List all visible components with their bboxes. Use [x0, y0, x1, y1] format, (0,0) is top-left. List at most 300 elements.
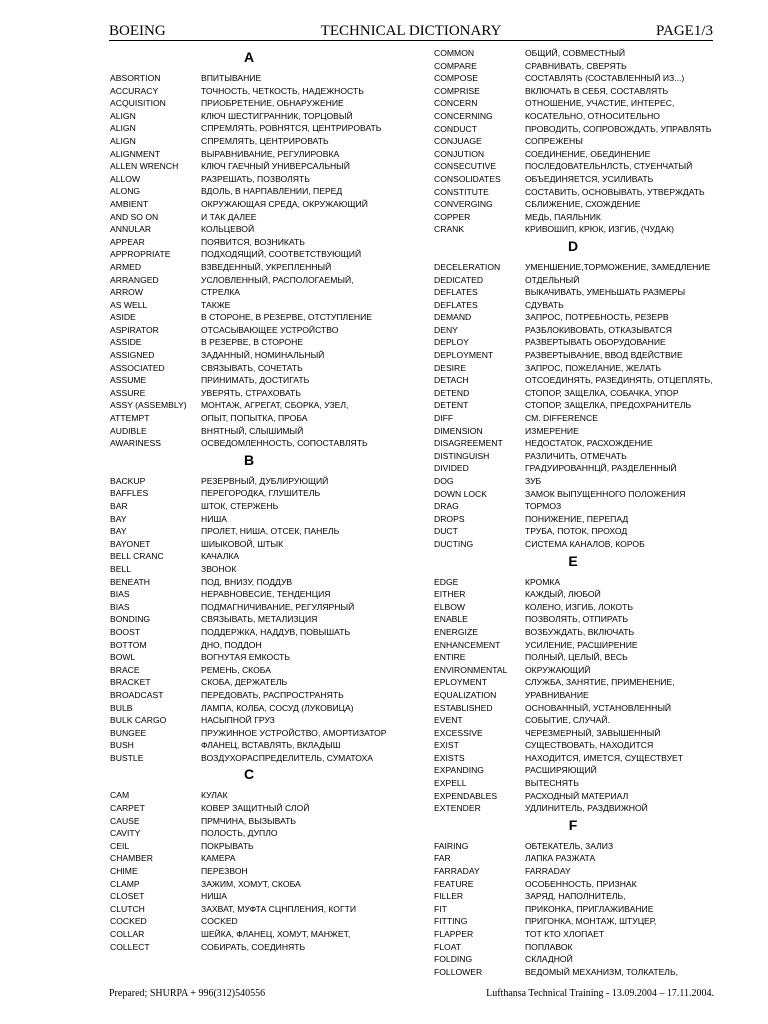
dictionary-entry — [434, 160, 734, 173]
entry-translation: ВЗВЕДЕННЫЙ, УКРЕПЛЕННЫЙ — [201, 261, 332, 272]
entry-translation: РАСШИРЯЮЩИЙ — [525, 765, 597, 776]
entry-term: CONCERNING — [434, 110, 493, 121]
dictionary-entry — [110, 475, 410, 488]
entry-translation: ВДОЛЬ, В НАРПАВЛЕНИИ, ПЕРЕД — [201, 186, 343, 197]
entry-term: EXPELL — [434, 778, 467, 789]
entry-translation: РАЗВЕРТЫВАТЬ ОБОРУДОВАНИЕ — [525, 337, 666, 348]
entry-translation: ПРИОБРЕТЕНИЕ, ОБНАРУЖЕНИЕ — [201, 98, 344, 109]
dictionary-entry — [110, 513, 410, 526]
section-letter: C — [243, 766, 255, 783]
entry-translation: СКЛАДНОЙ — [525, 954, 573, 965]
dictionary-entry — [110, 261, 410, 274]
dictionary-entry — [110, 286, 410, 299]
entry-term: AUDIBLE — [110, 425, 147, 436]
entry-translation: ЗВОНОК — [201, 563, 237, 574]
dictionary-column-left — [110, 47, 410, 953]
dictionary-entry — [434, 802, 734, 815]
entry-term: EXPENDABLES — [434, 790, 498, 801]
entry-translation: УДЛИНИТЕЛЬ, РАЗДВИЖНОЙ — [525, 803, 648, 814]
dictionary-entry — [434, 878, 734, 891]
entry-term: DEFLATES — [434, 287, 478, 298]
dictionary-entry — [434, 739, 734, 752]
entry-term: ALLOW — [110, 173, 141, 184]
entry-translation: ЗАПРОС, ПОТРЕБНОСТЬ, РЕЗЕРВ — [525, 312, 669, 323]
dictionary-entry — [434, 777, 734, 790]
entry-translation: ПРОЛЕТ, НИША, ОТСЕК, ПАНЕЛЬ — [201, 526, 340, 537]
entry-term: CHAMBER — [110, 853, 153, 864]
entry-translation: ПОЗВОЛЯТЬ, ОТПИРАТЬ — [525, 614, 628, 625]
entry-translation: ВЫТЕСНЯТЬ — [525, 778, 579, 789]
entry-term: ACQUISITION — [110, 98, 166, 109]
dictionary-entry — [110, 211, 410, 224]
entry-translation: КОВЕР ЗАЩИТНЫЙ СЛОЙ — [201, 803, 310, 814]
entry-translation: УВЕРЯТЬ, СТРАХОВАТЬ — [201, 387, 301, 398]
dictionary-entry — [110, 613, 410, 626]
entry-term: DETEND — [434, 387, 470, 398]
entry-term: ALIGN — [110, 110, 136, 121]
entry-translation: ОСОБЕННОСТЬ, ПРИЗНАК — [525, 878, 637, 889]
entry-term: ENABLE — [434, 614, 468, 625]
entry-term: BIAS — [110, 601, 130, 612]
entry-term: BOWL — [110, 652, 136, 663]
entry-translation: ОБЪЕДИНЯЕТСЯ, УСИЛИВАТЬ — [525, 173, 654, 184]
entry-term: BIAS — [110, 589, 130, 600]
dictionary-entry — [434, 601, 734, 614]
entry-translation: ЗАХВАТ, МУФТА СЦНПЛЕНИЯ, КОГТИ — [201, 903, 357, 914]
entry-translation: НАСЫПНОЙ ГРУЗ — [201, 715, 275, 726]
entry-term: FITTING — [434, 916, 468, 927]
entry-term: DOWN LOCK — [434, 488, 487, 499]
entry-term: FARRADAY — [434, 866, 480, 877]
entry-term: ASSURE — [110, 387, 146, 398]
entry-translation: УСИЛЕНИЕ, РАСШИРЕНИЕ — [525, 639, 638, 650]
footer-training-info: Lufthansa Technical Training - 13.09.2004 – 17.11.2004. — [486, 988, 714, 999]
entry-translation: РАЗРЕШАТЬ, ПОЗВОЛЯТЬ — [201, 173, 310, 184]
entry-term: CONCERN — [434, 98, 478, 109]
dictionary-entry — [434, 651, 734, 664]
entry-term: CONSOLIDATES — [434, 173, 501, 184]
dictionary-entry — [434, 513, 734, 526]
entry-translation: ОТСАСЫВАЮЩЕЕ УСТРОЙСТВО — [201, 324, 339, 335]
entry-translation: ЗУБ — [525, 476, 542, 486]
entry-term: FOLLOWER — [434, 966, 483, 977]
entry-translation: ВЕДОМЫЙ МЕХАНИЗМ, ТОЛКАТЕЛЬ, — [525, 966, 678, 977]
entry-translation: ОТДЕЛЬНЫЙ — [525, 274, 580, 285]
entry-term: DROPS — [434, 513, 465, 524]
dictionary-entry — [110, 160, 410, 173]
entry-translation: ЛАПКА РАЗЖАТА — [525, 853, 596, 864]
section-letter: A — [243, 49, 255, 65]
dictionary-entry — [110, 802, 410, 815]
entry-term: AWARINESS — [110, 438, 161, 449]
entry-translation: ОТНОШЕНИЕ, УЧАСТИЕ, ИНТЕРЕС, — [525, 98, 675, 109]
entry-term: BELL CRANC — [110, 551, 164, 562]
dictionary-entry — [110, 702, 410, 715]
section-letter: B — [243, 451, 255, 468]
entry-term: DIFF — [434, 413, 454, 424]
entry-translation: ПРМЧИНА, ВЫЗЫВАТЬ — [201, 815, 297, 826]
entry-term: ALIGN — [110, 123, 136, 134]
entry-translation: СОПРЕЖЕНЫ — [525, 136, 583, 147]
footer-prepared-by: Prepared; SHURPA + 996(312)540556 — [109, 988, 266, 999]
entry-translation: ТАКЖЕ — [201, 299, 231, 310]
entry-term: ARROW — [110, 287, 143, 298]
entry-term: ESTABLISHED — [434, 702, 493, 713]
entry-term: DUCTING — [434, 538, 474, 549]
page-footer — [109, 988, 714, 1002]
entry-term: ALIGNMENT — [110, 148, 161, 159]
header-brand: BOEING — [109, 23, 166, 39]
dictionary-entry — [434, 437, 734, 450]
entry-term: EITHER — [434, 589, 466, 600]
entry-translation: КАЧАЛКА — [201, 551, 240, 562]
dictionary-entry — [110, 198, 410, 211]
entry-term: CONJUTION — [434, 148, 485, 159]
dictionary-entry — [434, 286, 734, 299]
dictionary-entry — [434, 72, 734, 85]
entry-term: CRANK — [434, 224, 465, 235]
dictionary-entry — [110, 588, 410, 601]
entry-term: BOOST — [110, 626, 141, 637]
entry-translation: ЛАМПА, КОЛБА, СОСУД (ЛУКОВИЦА) — [201, 702, 354, 713]
entry-translation: ОКРУЖАЮЩИЙ — [525, 664, 591, 675]
entry-term: FEATURE — [434, 878, 474, 889]
entry-translation: ФЛАНЕЦ, ВСТАВЛЯТЬ, ВКЛАДЫШ — [201, 740, 341, 751]
entry-translation: ВОГНУТАЯ ЕМКОСТЬ — [201, 652, 291, 663]
dictionary-entry — [434, 702, 734, 715]
entry-translation: ПРИНИМАТЬ, ДОСТИГАТЬ — [201, 375, 310, 386]
entry-translation: НИША — [201, 891, 227, 902]
entry-translation: В РЕЗЕРВЕ, В СТОРОНЕ — [201, 337, 304, 348]
entry-translation: КАЖДЫЙ, ЛЮБОЙ — [525, 589, 601, 600]
entry-translation: ПОНИЖЕНИЕ, ПЕРЕПАД — [525, 513, 629, 524]
dictionary-entry — [434, 450, 734, 463]
entry-term: ELBOW — [434, 601, 466, 612]
entry-translation: СДУВАТЬ — [525, 299, 564, 310]
dictionary-entry — [110, 236, 410, 249]
dictionary-entry — [434, 790, 734, 803]
entry-translation: ПОЛНЫЙ, ЦЕЛЫЙ, ВЕСЬ — [525, 652, 628, 663]
entry-translation: ТРУБА, ПОТОК, ПРОХОД — [525, 526, 628, 537]
dictionary-entry — [110, 840, 410, 853]
dictionary-entry — [110, 651, 410, 664]
dictionary-entry — [110, 311, 410, 324]
dictionary-entry — [434, 110, 734, 123]
entry-translation: ШИЫКОВОЙ, ШТЫК — [201, 538, 284, 549]
entry-translation: СОСТАВИТЬ, ОСНОВЫВАТЬ, УТВЕРЖДАТЬ — [525, 186, 705, 197]
dictionary-entry — [434, 135, 734, 148]
page-header — [109, 22, 713, 41]
entry-term: EXIST — [434, 740, 459, 751]
dictionary-entry — [434, 349, 734, 362]
entry-translation: СУЩЕСТВОВАТЬ, НАХОДИТСЯ — [525, 740, 654, 751]
dictionary-entry — [434, 47, 734, 60]
dictionary-entry — [110, 336, 410, 349]
dictionary-entry — [110, 173, 410, 186]
dictionary-entry — [110, 223, 410, 236]
entry-translation: ЗАМОК ВЫПУЩЕННОГО ПОЛОЖЕНИЯ — [525, 488, 686, 499]
dictionary-column-right — [434, 47, 734, 978]
dictionary-entry — [110, 299, 410, 312]
dictionary-entry — [110, 72, 410, 85]
dictionary-entry — [110, 727, 410, 740]
entry-term: DISTINGUISH — [434, 450, 490, 461]
entry-term: DENY — [434, 324, 458, 335]
entry-term: DIMENSION — [434, 425, 483, 436]
entry-term: COMPOSE — [434, 73, 478, 84]
entry-translation: РАЗЛИЧИТЬ, ОТМЕЧАТЬ — [525, 450, 627, 461]
entry-term: BUSTLE — [110, 752, 144, 763]
entry-term: CHIME — [110, 866, 138, 877]
entry-translation: СТОПОР, ЗАЩЕЛКА, СОБАЧКА, УПОР — [525, 387, 679, 398]
entry-term: CAM — [110, 790, 130, 801]
entry-translation: СВЯЗЫВАТЬ, СОЧЕТАТЬ — [201, 362, 303, 373]
entry-term: FAIRING — [434, 840, 469, 851]
entry-translation: ВНЯТНЫЙ, СЛЫШИМЫЙ — [201, 425, 304, 436]
entry-term: EXISTS — [434, 752, 465, 763]
entry-translation: МЕДЬ, ПАЯЛЬНИК — [525, 211, 601, 222]
entry-translation: ШЕЙКА, ФЛАНЕЦ, ХОМУТ, МАНЖЕТ, — [201, 929, 351, 939]
dictionary-entry — [434, 85, 734, 98]
entry-translation: НИША — [201, 513, 227, 524]
entry-translation: КУЛАК — [201, 790, 228, 801]
entry-term: BAY — [110, 526, 127, 537]
dictionary-entry — [110, 525, 410, 538]
entry-translation: ЗАРЯД, НАПОЛНИТЕЛЬ, — [525, 891, 626, 902]
entry-term: DETENT — [434, 400, 469, 411]
entry-term: DIVIDED — [434, 463, 469, 474]
dictionary-entry — [110, 852, 410, 865]
entry-term: ATTEMPT — [110, 413, 150, 424]
entry-term: FLAPPER — [434, 929, 474, 939]
entry-translation: КЛЮЧ ШЕСТИГРАННИК, ТОРЦОВЫЙ — [201, 110, 353, 121]
entry-term: ASSUME — [110, 375, 147, 386]
dictionary-entry — [110, 941, 410, 954]
dictionary-entry — [110, 878, 410, 891]
entry-translation: СЛУЖБА, ЗАНЯТИЕ, ПРИМЕНЕНИЕ, — [525, 677, 675, 688]
entry-translation: ВОЗДУХОРАСПРЕДЕЛИТЕЛЬ, СУМАТОХА — [201, 752, 374, 763]
entry-term: BACKUP — [110, 475, 146, 486]
entry-term: BUSH — [110, 740, 134, 751]
entry-translation: НЕДОСТАТОК, РАСХОЖДЕНИЕ — [525, 438, 653, 449]
dictionary-entry — [110, 148, 410, 161]
dictionary-entry — [434, 689, 734, 702]
dictionary-entry — [434, 123, 734, 136]
entry-translation: ПОЛОСТЬ, ДУПЛО — [201, 828, 278, 839]
dictionary-entry — [110, 97, 410, 110]
header-page-number: PAGE1/3 — [656, 23, 713, 39]
entry-term: CLUTCH — [110, 903, 145, 914]
dictionary-entry — [434, 928, 734, 941]
entry-term: CAVITY — [110, 828, 141, 839]
dictionary-entry — [434, 538, 734, 551]
section-letter: D — [567, 237, 579, 254]
dictionary-entry — [110, 274, 410, 287]
dictionary-entry — [434, 752, 734, 765]
entry-translation: И ТАК ДАЛЕЕ — [201, 211, 257, 222]
entry-translation: СТОПОР, ЗАЩЕЛКА, ПРЕДОХРАНИТЕЛЬ — [525, 400, 692, 411]
entry-term: EPLOYMENT — [434, 677, 488, 688]
dictionary-entry — [110, 538, 410, 551]
entry-translation: ТОТ КТО ХЛОПАЕТ — [525, 929, 605, 939]
dictionary-entry — [110, 601, 410, 614]
dictionary-entry — [110, 387, 410, 400]
entry-translation: ВКЛЮЧАТЬ В СЕБЯ, СОСТАВЛЯТЬ — [525, 85, 669, 96]
dictionary-entry — [110, 865, 410, 878]
entry-term: COPPER — [434, 211, 471, 222]
entry-term: ANNULAR — [110, 224, 152, 235]
dictionary-entry — [434, 362, 734, 375]
dictionary-entry — [110, 185, 410, 198]
entry-term: COMMON — [434, 48, 475, 58]
header-title: TECHNICAL DICTIONARY — [320, 23, 502, 39]
dictionary-entry — [434, 953, 734, 966]
entry-translation: ПОСЛЕДОВАТЕЛЬНЛСТЬ, СТУЕНЧАТЫЙ — [525, 161, 693, 172]
entry-term: ARRANGED — [110, 274, 159, 285]
entry-translation: СВЯЗЫВАТЬ, МЕТАЛИЗЦИЯ — [201, 614, 318, 625]
entry-term: DEPLOY — [434, 337, 469, 348]
dictionary-entry — [434, 890, 734, 903]
entry-translation: ОСВЕДОМЛЕННОСТЬ, СОПОСТАВЛЯТЬ — [201, 438, 368, 449]
entry-translation: ПОКРЫВАТЬ — [201, 840, 254, 851]
entry-translation: ТОЧНОСТЬ, ЧЕТКОСТЬ, НАДЕЖНОСТЬ — [201, 85, 364, 96]
entry-translation: ТОРМОЗ — [525, 501, 562, 512]
entry-translation: ЗАЖИМ, ХОМУТ, СКОБА — [201, 878, 301, 889]
dictionary-entry — [434, 324, 734, 337]
dictionary-entry — [434, 714, 734, 727]
dictionary-entry — [110, 689, 410, 702]
dictionary-entry — [110, 752, 410, 765]
dictionary-entry — [110, 714, 410, 727]
dictionary-entry — [434, 903, 734, 916]
dictionary-entry — [110, 248, 410, 261]
dictionary-entry — [110, 437, 410, 450]
entry-term: DUCT — [434, 526, 458, 537]
entry-translation: ИЗМЕРЕНИЕ — [525, 425, 579, 436]
dictionary-entry — [110, 425, 410, 438]
dictionary-entry — [434, 274, 734, 287]
entry-term: CLOSET — [110, 891, 145, 902]
entry-term: DEDICATED — [434, 274, 484, 285]
entry-term: ASSIGNED — [110, 350, 155, 361]
dictionary-entry — [110, 626, 410, 639]
dictionary-entry — [110, 827, 410, 840]
dictionary-entry — [434, 525, 734, 538]
entry-translation: КОЛЕНО, ИЗГИБ, ЛОКОТЬ — [525, 601, 633, 612]
entry-term: BELL — [110, 563, 132, 574]
dictionary-entry — [110, 664, 410, 677]
entry-term: FLOAT — [434, 941, 462, 952]
dictionary-entry — [110, 85, 410, 98]
dictionary-entry — [434, 852, 734, 865]
entry-term: EVENT — [434, 715, 463, 726]
entry-translation: УРАВНИВАНИЕ — [525, 689, 589, 700]
entry-translation: РАЗВЕРТЫВАНИЕ, ВВОД ВДЕЙСТВИЕ — [525, 350, 683, 361]
entry-translation: КОСАТЕЛЬНО, ОТНОСИТЕЛЬНО — [525, 110, 660, 121]
dictionary-entry — [434, 425, 734, 438]
entry-term: DEMAND — [434, 312, 472, 323]
dictionary-entry — [434, 311, 734, 324]
entry-term: BRACE — [110, 664, 140, 675]
entry-term: COLLECT — [110, 941, 150, 952]
entry-term: ALONG — [110, 186, 141, 197]
entry-translation: ЗАПРОС, ПОЖЕЛАНИЕ, ЖЕЛАТЬ — [525, 362, 662, 373]
entry-term: ALIGN — [110, 135, 136, 146]
entry-translation: ОСНОВАННЫЙ, УСТАНОВЛЕННЫЙ — [525, 702, 672, 713]
entry-translation: СОЕДИНЕНИЕ, ОБЕДИНЕНИЕ — [525, 148, 651, 159]
entry-translation: СИСТЕМА КАНАЛОВ, КОРОБ — [525, 538, 645, 549]
entry-translation: ДНО, ПОДДОН — [201, 639, 262, 650]
entry-translation: ПРУЖИННОЕ УСТРОЙСТВО, АМОРТИЗАТОР — [201, 727, 387, 738]
entry-translation: ГРАДУИРОВАННЦЙ, РАЗДЕЛЕННЫЙ — [525, 463, 677, 474]
dictionary-entry — [434, 639, 734, 652]
entry-term: BENEATH — [110, 576, 150, 587]
dictionary-entry — [434, 148, 734, 161]
dictionary-entry — [110, 739, 410, 752]
entry-term: FAR — [434, 853, 451, 864]
entry-term: EQUALIZATION — [434, 689, 497, 700]
entry-translation: УМЕНШЕНИЕ,ТОРМОЖЕНИЕ, ЗАМЕДЛЕНИЕ — [525, 261, 711, 272]
entry-translation: СКОБА, ДЕРЖАТЕЛЬ — [201, 677, 288, 688]
entry-translation: ОБЩИЙ, СОВМЕСТНЫЙ — [525, 48, 625, 58]
entry-term: BRACKET — [110, 677, 151, 688]
entry-term: AND SO ON — [110, 211, 159, 222]
entry-translation: ВОЗБУЖДАТЬ, ВКЛЮЧАТЬ — [525, 626, 635, 637]
dictionary-entry — [434, 500, 734, 513]
entry-translation: ВПИТЫВАНИЕ — [201, 73, 262, 83]
entry-term: COCKED — [110, 916, 147, 927]
entry-term: FOLDING — [434, 954, 473, 965]
entry-term: APPROPRIATE — [110, 249, 171, 260]
dictionary-entry — [110, 110, 410, 123]
dictionary-entry — [434, 626, 734, 639]
entry-term: ENERGIZE — [434, 626, 478, 637]
dictionary-entry — [434, 261, 734, 274]
entry-translation: ВЫРАВНИВАНИЕ, РЕГУЛИРОВКА — [201, 148, 340, 159]
entry-term: CONJUAGE — [434, 136, 482, 147]
entry-term: COMPRISE — [434, 85, 480, 96]
dictionary-entry — [434, 336, 734, 349]
entry-term: BROADCAST — [110, 689, 164, 700]
entry-term: CONSECUTIVE — [434, 161, 497, 172]
entry-translation: ПОЯВИТСЯ, ВОЗНИКАТЬ — [201, 236, 305, 247]
entry-term: BAR — [110, 501, 128, 511]
entry-term: AMBIENT — [110, 198, 149, 209]
entry-translation: ВЫКАЧИВАТЬ, УМЕНЬШАТЬ РАЗМЕРЫ — [525, 287, 686, 298]
entry-term: ASSOCIATED — [110, 362, 165, 373]
entry-term: COMPARE — [434, 60, 477, 71]
dictionary-entry — [434, 664, 734, 677]
entry-term: DRAG — [434, 501, 459, 512]
entry-translation: СОСТАВЛЯТЬ (СОСТАВЛЕННЫЙ ИЗ...) — [525, 73, 685, 84]
entry-translation: ПРИКОНКА, ПРИГЛАЖИВАНИЕ — [525, 903, 654, 914]
entry-term: CARPET — [110, 803, 145, 814]
entry-term: EXPANDING — [434, 765, 484, 776]
entry-term: ENTIRE — [434, 652, 466, 663]
entry-term: BUNGEE — [110, 727, 147, 738]
dictionary-entry — [110, 639, 410, 652]
entry-term: ALLEN WRENCH — [110, 161, 179, 172]
dictionary-entry — [110, 135, 410, 148]
dictionary-entry — [110, 362, 410, 375]
entry-term: CONVERGING — [434, 199, 493, 210]
entry-term: CONDUCT — [434, 123, 477, 134]
entry-translation: КРОМКА — [525, 576, 561, 587]
entry-translation: СОБЫТИЕ, СЛУЧАЙ. — [525, 715, 610, 726]
dictionary-entry — [110, 550, 410, 563]
entry-translation: ПОДХОДЯЩИЙ, СООТВЕТСТВУЮЩИЙ — [201, 249, 362, 260]
dictionary-entry — [110, 374, 410, 387]
